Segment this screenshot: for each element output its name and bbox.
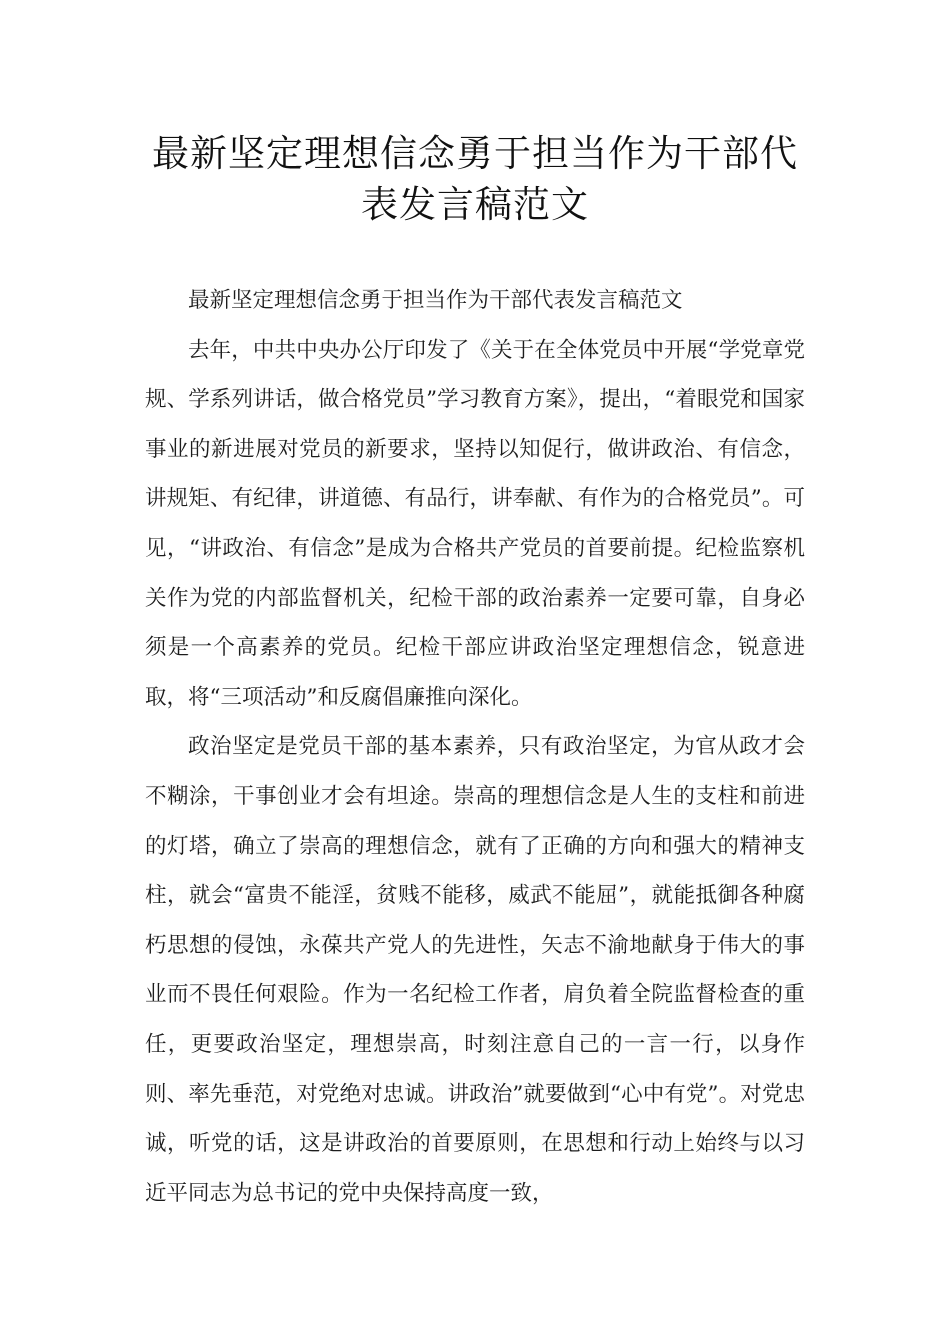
title-line-2: 表发言稿范文 [361, 183, 589, 226]
document-body [145, 276, 805, 1218]
paragraph-subtitle: 最新坚定理想信念勇于担当作为干部代表发言稿范文 [188, 288, 683, 313]
document-title [140, 128, 810, 230]
title-line-1: 最新坚定理想信念勇于担当作为干部代 [152, 132, 798, 175]
paragraph-1: 去年，中共中央办公厅印发了《关于在全体党员中开展“学党章党规、学系列讲话，做合格党员”学习教育方案》，提出，“着眼党和国家事业的新进展对党员的新要求，坚持以知促行，做讲政治、有信念，讲规矩、有纪律，讲道德、有品行，讲奉献、有作为的合格党员”。可见，“讲政治、有信念”是成为合格共产党员的首要前提。纪检监察机关作为党的内部监督机关，纪检干部的政治素养一定要可靠，自身必须是一个高素养的党员。纪检干部应讲政治坚定理想信念，锐意进取，将“三项活动”和反腐倡廉推向深化。 [145, 337, 805, 710]
paragraph-2: 政治坚定是党员干部的基本素养，只有政治坚定，为官从政才会不糊涂，干事创业才会有坦途。崇高的理想信念是人生的支柱和前进的灯塔，确立了崇高的理想信念，就有了正确的方向和强大的精神支柱，就会“富贵不能淫，贫贱不能移，威武不能屈”，就能抵御各种腐朽思想的侵蚀，永葆共产党人的先进性，矢志不渝地献身于伟大的事业而不畏任何艰险。作为一名纪检工作者，肩负着全院监督检查的重任，更要政治坚定，理想崇高，时刻注意自己的一言一行，以身作则、率先垂范，对党绝对忠诚。讲政治”就要做到“心中有党”。对党忠诚，听党的话，这是讲政治的首要原则，在思想和行动上始终与以习近平同志为总书记的党中央保持高度一致， [145, 734, 805, 1206]
